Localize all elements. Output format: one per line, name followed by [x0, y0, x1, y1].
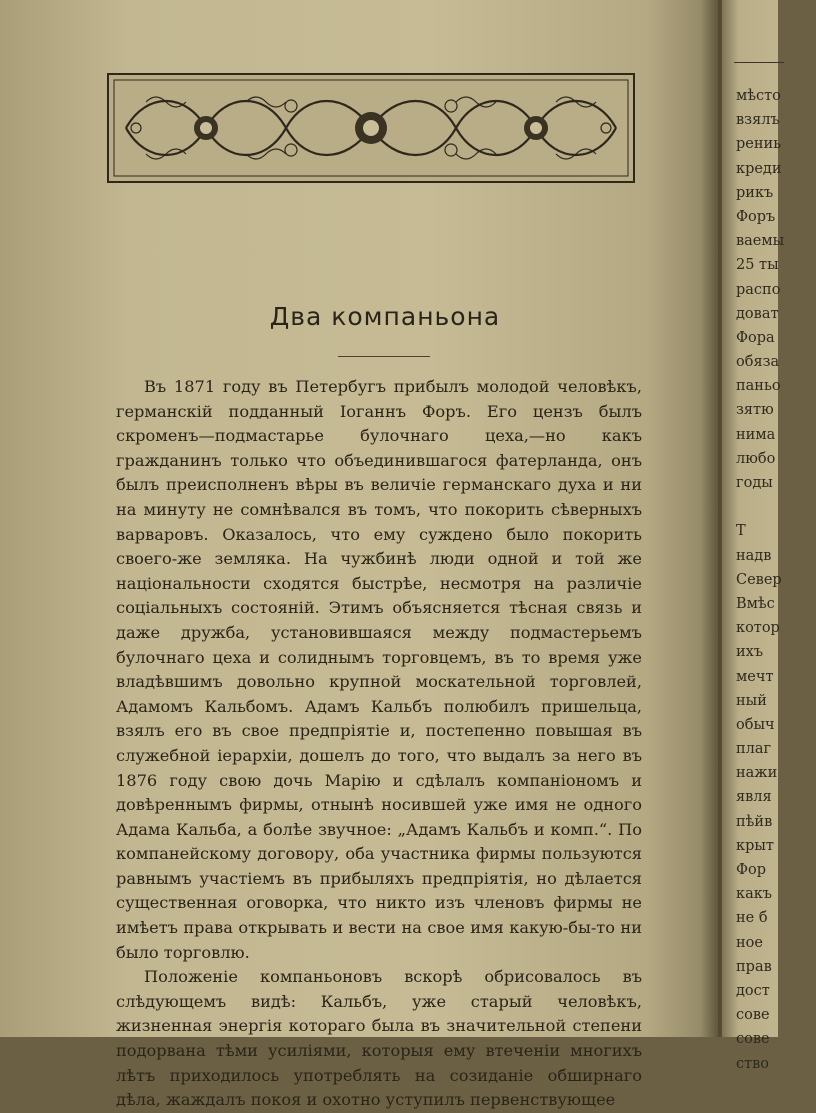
- facing-page-line: рениь: [736, 136, 782, 153]
- facing-page-line: распо: [736, 281, 781, 298]
- facing-page-line: доват: [736, 305, 779, 322]
- facing-page-line: Фора: [736, 329, 775, 346]
- chapter-title: Два компаньона: [269, 302, 501, 331]
- paragraph: Въ 1871 году въ Петербугъ прибылъ молодой человѣкъ, германскій подданный Іоганнъ Форъ. Его цензъ былъ скроменъ—подмастарье булочнаго цеха,—но какъ гражданинъ только что объединившагося фатерланда, онъ былъ преисполненъ вѣры въ величіе германскаго духа и ни на минуту не сомнѣвался въ томъ, что покорить сѣверныхъ варваровъ. Оказалось, что ему суждено было покорить своего-же земляка. На чужбинѣ люди одной и той же національности сходятся быстрѣе, несмотря на различіе соціальныхъ состояній. Этимъ объясняется тѣсная связь и даже дружба, установившаяся между подмастерьемъ булочнаго цеха и солиднымъ торговцемъ, въ то время уже владѣвшимъ довольно крупной москательной торговлей, Адамомъ Кальбомъ. Адамъ Кальбъ полюбилъ пришельца, взялъ его въ свое предпріятіе и, постепенно повышая въ служебной іерархіи, дошелъ до того, что выдалъ за него въ 1876 году свою дочь Марію и сдѣлалъ компаніономъ и довѣреннымъ фирмы, отнынѣ носившей уже имя не одного Адама Кальба, а болѣе звучное: „Адамъ Кальбъ и комп.“. По компанейскому договору, оба участника фирмы пользуются равнымъ участіемъ въ прибыляхъ предпріятія, но дѣлается существенная оговорка, что никто изъ членовъ фирмы не имѣетъ права открывать и вести на свое имя какую-бы-то ни было торговлю.: [116, 377, 642, 962]
- facing-page-line: не б: [736, 910, 768, 927]
- facing-page-line: ихъ: [736, 644, 764, 661]
- facing-page-line: Вмѣс: [736, 595, 775, 612]
- facing-page-line: Фор: [736, 862, 767, 878]
- facing-page-line: мѣсто: [736, 88, 781, 104]
- facing-page-line: мечт: [736, 668, 774, 685]
- facing-page-rule: [734, 62, 784, 63]
- facing-page-line: нима: [736, 426, 776, 443]
- facing-page-line: рикъ: [736, 184, 774, 201]
- facing-page-line: ное: [736, 934, 763, 951]
- facing-page-line: плаг: [736, 741, 772, 758]
- facing-page-line: какъ: [736, 886, 772, 903]
- facing-page-line: сове: [736, 1007, 770, 1024]
- facing-page-line: ный: [736, 692, 767, 709]
- facing-page-line: зятю: [736, 402, 774, 419]
- facing-page-line: нажи: [736, 765, 778, 782]
- facing-page-line: явля: [736, 789, 772, 806]
- facing-page-line: 25 ты: [736, 257, 779, 274]
- facing-page-line: [736, 495, 816, 519]
- facing-page-line: надв: [736, 547, 772, 564]
- facing-page-line: ство: [736, 1055, 770, 1072]
- paragraph: Положеніе компаньоновъ вскорѣ обрисовалось въ слѣдующемъ видѣ: Кальбъ, уже старый человѣкъ, жизненная энергія котораго была въ значительной степени подорвана тѣми усиліями, которыя ему втеченіи многихъ лѣтъ приходилось употреблять на созиданіе обширнаго дѣла, жаждалъ покоя и охотно уступилъ первенствующее: [116, 967, 642, 1110]
- facing-page-line: Т: [736, 523, 746, 540]
- title-divider: [338, 356, 430, 357]
- facing-page-line: котор: [736, 620, 780, 637]
- facing-page-line: ваемы: [736, 233, 785, 250]
- body-text: [116, 375, 642, 1113]
- ornamental-headpiece: [106, 72, 636, 184]
- facing-page-line: крыт: [736, 837, 774, 854]
- facing-page-line: обыч: [736, 716, 775, 733]
- facing-page-line: прав: [736, 958, 772, 975]
- facing-page: [722, 0, 785, 1072]
- facing-page-line: любо: [736, 450, 776, 467]
- facing-page-line: креди: [736, 160, 782, 177]
- facing-page-line: сове: [736, 1031, 770, 1048]
- facing-page-line: взялъ: [736, 112, 780, 129]
- facing-page-text: [736, 84, 816, 1076]
- facing-page-line: обяза: [736, 354, 780, 371]
- facing-page-line: паньо: [736, 378, 781, 395]
- facing-page-line: годы: [736, 475, 773, 491]
- facing-page-line: Форъ: [736, 208, 776, 225]
- facing-page-line: пѣйв: [736, 813, 773, 830]
- facing-page-line: Север: [736, 571, 782, 588]
- facing-page-line: дост: [736, 982, 770, 999]
